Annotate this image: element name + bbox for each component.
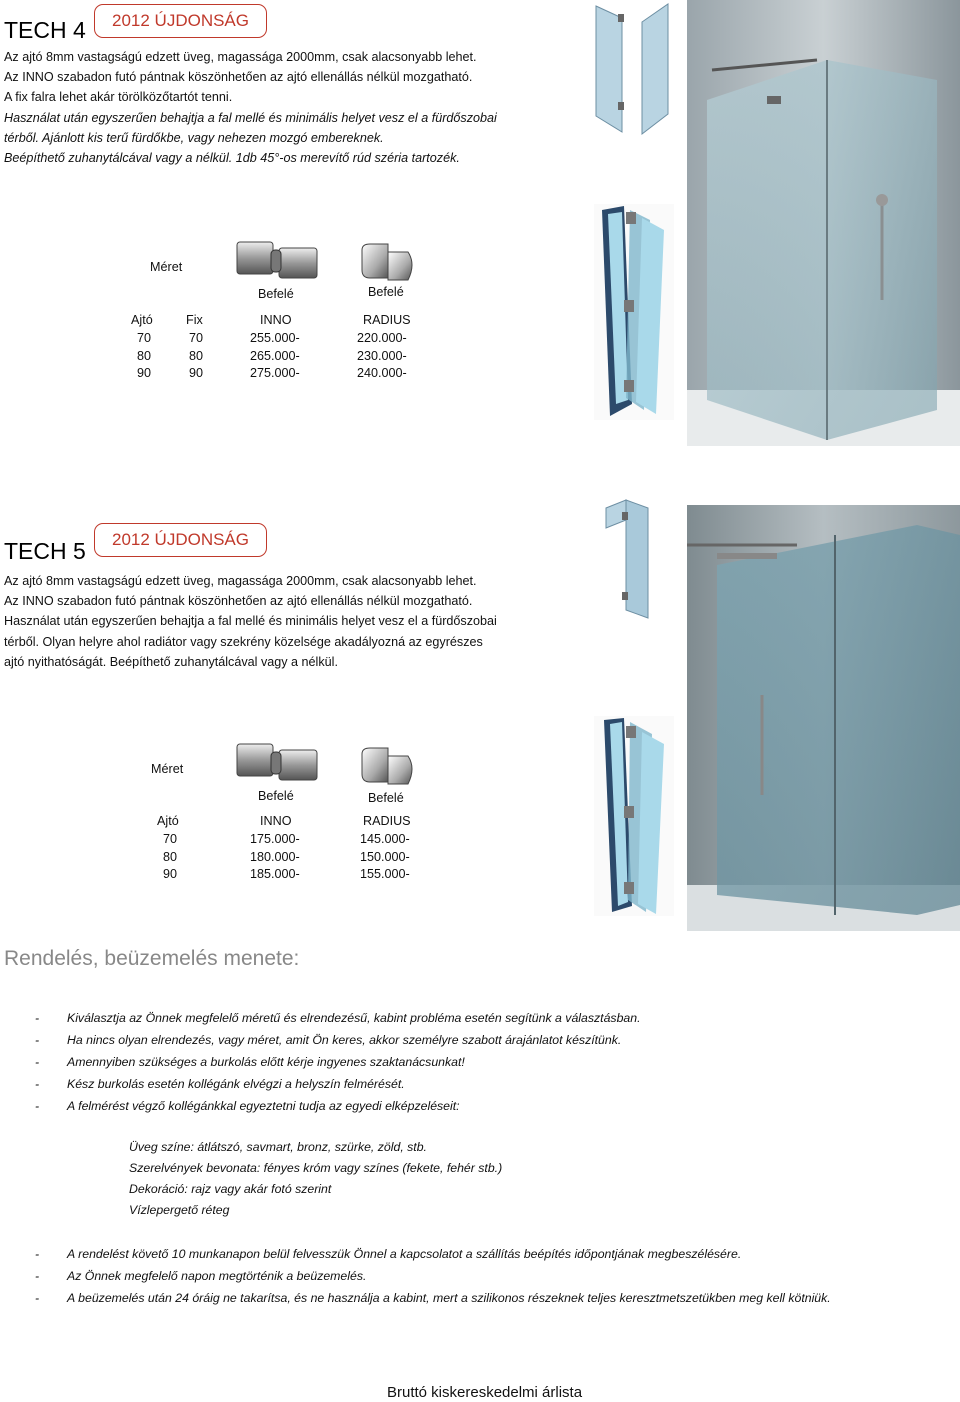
list-item: - Amennyiben szükséges a burkolás előtt kérje ingyenes szaktanácsunkat! (0, 1051, 641, 1073)
tech4-line: Az ajtó 8mm vastagságú edzett üveg, magassága 2000mm, csak alacsonyabb lehet. (4, 50, 477, 64)
tech5-line: Használat után egyszerűen behajtja a fal mellé és minimális helyet vesz el a fürdőszobai (4, 614, 497, 629)
cell: 90 (189, 366, 204, 380)
custom-options-list (129, 1137, 502, 1221)
price-list-footer: Bruttó kiskereskedelmi árlista (387, 1384, 583, 1401)
tech5-shower-photo (687, 505, 960, 931)
table-row (0, 365, 460, 383)
order-process-title: Rendelés, beüzemelés menete: (4, 947, 300, 970)
cell: 220.000- (357, 331, 407, 345)
list-item: Üveg színe: átlátszó, savmart, bronz, szürke, zöld, stb. (129, 1140, 427, 1154)
cell: 80 (137, 348, 152, 363)
table-row (0, 348, 460, 366)
cell: 175.000- (250, 832, 300, 846)
tech4-line: A fix falra lehet akár törölközőtartót tenni. (4, 90, 233, 105)
cell: 230.000- (357, 348, 407, 363)
col-door: Ajtó (157, 814, 179, 828)
order-steps-list (0, 1007, 641, 1117)
list-item: - Kész burkolás esetén kollégánk elvégzi a helyszín felmérését. (0, 1073, 641, 1095)
tech4-panel-diagram (590, 2, 672, 136)
tech5-inno-direction: Befelé (258, 789, 294, 803)
table-row (0, 330, 460, 348)
tech5-radius-direction: Befelé (368, 791, 404, 805)
tech5-line: Az ajtó 8mm vastagságú edzett üveg, magassága 2000mm, csak alacsonyabb lehet. (4, 574, 477, 588)
tech4-shower-photo (687, 0, 960, 446)
col-inno: INNO (260, 313, 292, 327)
cell: 80 (163, 849, 178, 864)
tech4-hinge-motion-diagram (594, 204, 674, 420)
tech4-line: Az INNO szabadon futó pántnak köszönhetően az ajtó ellenállás nélkül mozgatható. (4, 70, 473, 85)
tech5-description (4, 571, 497, 672)
cell: 145.000- (360, 832, 410, 846)
tech5-size-label: Méret (151, 762, 184, 776)
tech4-inno-direction: Befelé (258, 287, 294, 301)
list-item: - A felmérést végző kollégánkkal egyeztetni tudja az egyedi elképzeléseit: (0, 1095, 641, 1117)
table-row (0, 831, 460, 849)
list-item: Vízlepergető réteg (129, 1203, 230, 1217)
cell: 275.000- (250, 366, 300, 380)
cell: 180.000- (250, 849, 300, 864)
radius-hinge-icon (358, 744, 418, 788)
list-item: - Ha nincs olyan elrendezés, vagy méret, amit Ön keres, akkor személyre szabott árajánlatot készítünk. (0, 1029, 641, 1051)
cell: 80 (189, 348, 204, 363)
cell: 155.000- (360, 867, 410, 881)
cell: 150.000- (360, 849, 410, 864)
cell: 70 (189, 331, 204, 345)
col-inno: INNO (260, 814, 292, 828)
tech4-description (4, 47, 497, 168)
col-door: Ajtó (131, 313, 153, 327)
col-radius: RADIUS (363, 814, 411, 828)
tech5-hinge-motion-diagram (594, 716, 674, 916)
table-header (0, 813, 460, 831)
tech5-line: térből. Olyan helyre ahol radiátor vagy szekrény közelsége akadályozná az egyrészes (4, 634, 483, 649)
tech5-title: TECH 5 (4, 538, 86, 564)
inno-hinge-icon (233, 236, 321, 284)
tech4-title: TECH 4 (4, 17, 86, 43)
cell: 90 (163, 867, 178, 881)
tech4-radius-direction: Befelé (368, 285, 404, 299)
cell: 90 (137, 366, 152, 380)
radius-hinge-icon (358, 240, 418, 284)
table-row (0, 866, 460, 884)
list-item: - A rendelést követő 10 munkanapon belül felvesszük Önnel a kapcsolatot a szállítás beépítés időpontjának megbeszélésére. (0, 1243, 831, 1265)
tech5-line: Az INNO szabadon futó pántnak köszönhetően az ajtó ellenállás nélkül mozgatható. (4, 594, 473, 609)
tech4-price-table (0, 312, 460, 383)
list-item: - Kiválasztja az Önnek megfelelő méretű és elrendezésű, kabint probléma esetén segítünk a választásban. (0, 1007, 641, 1029)
tech5-panel-diagram (598, 498, 654, 626)
delivery-steps-list (0, 1243, 831, 1309)
tech5-price-table (0, 813, 460, 884)
list-item: - A beüzemelés után 24 óráig ne takarítsa, és ne használja a kabint, mert a szilikonos részeknek teljes keresztmetszetükben meg kell kötniük. (0, 1287, 831, 1309)
tech4-new-badge: 2012 ÚJDONSÁG (94, 4, 267, 38)
tech4-line: Használat után egyszerűen behajtja a fal mellé és minimális helyet vesz el a fürdőszobai (4, 110, 497, 125)
cell: 185.000- (250, 867, 300, 881)
tech4-size-label: Méret (150, 260, 183, 274)
table-row (0, 849, 460, 867)
tech5-line: ajtó nyithatóságát. Beépíthető zuhanytálcával vagy a nélkül. (4, 654, 338, 669)
tech4-line: Beépíthető zuhanytálcával vagy a nélkül. 1db 45°-os merevítő rúd széria tartozék. (4, 151, 460, 166)
col-fix: Fix (186, 313, 203, 327)
table-header (0, 312, 460, 330)
inno-hinge-icon (233, 738, 321, 786)
list-item: Dekoráció: rajz vagy akár fotó szerint (129, 1182, 332, 1196)
col-radius: RADIUS (363, 313, 411, 327)
cell: 265.000- (250, 348, 300, 363)
cell: 255.000- (250, 331, 300, 345)
list-item: - Az Önnek megfelelő napon megtörténik a beüzemelés. (0, 1265, 831, 1287)
tech5-new-badge: 2012 ÚJDONSÁG (94, 523, 267, 557)
cell: 240.000- (357, 366, 407, 380)
list-item: Szerelvények bevonata: fényes króm vagy színes (fekete, fehér stb.) (129, 1161, 503, 1175)
cell: 70 (137, 331, 152, 345)
tech4-line: térből. Ajánlott kis terű fürdőkbe, vagy nehezen mozgó embereknek. (4, 130, 384, 145)
cell: 70 (163, 832, 178, 846)
